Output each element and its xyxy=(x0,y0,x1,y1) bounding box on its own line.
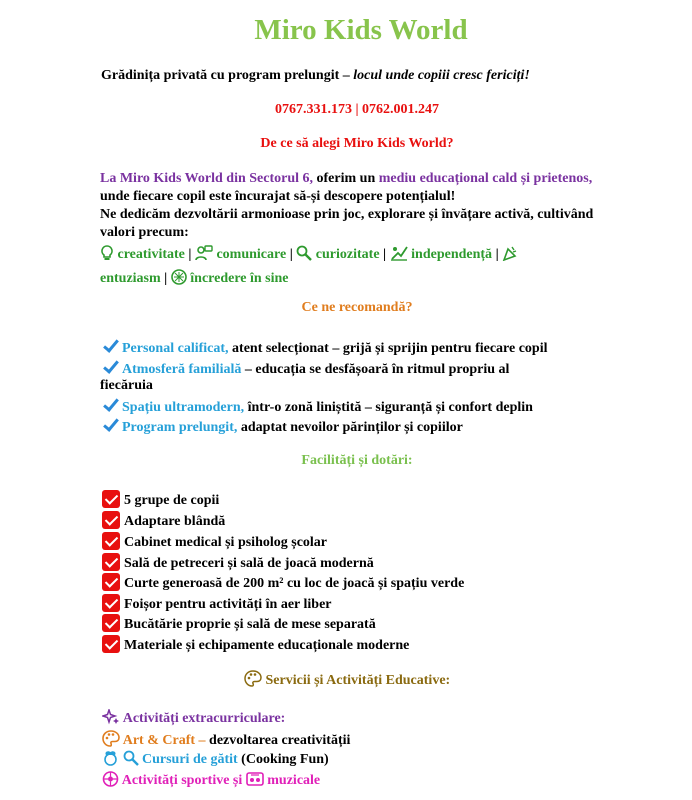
tagline xyxy=(101,68,530,84)
phone-numbers: 0767.331.173 | 0762.001.247 xyxy=(274,102,440,117)
value-sep: | xyxy=(188,247,192,262)
why-p1-purple2: mediu educațional cald și prietenos, xyxy=(378,171,593,186)
value-independenta: independență xyxy=(411,247,493,262)
facility-text: Bucătărie proprie și sală de mese separată xyxy=(124,617,376,632)
why-p1-purple: La Miro Kids World din Sectorul 6, xyxy=(100,171,314,186)
recommend-text: într-o zonă liniștită – siguranță și confort deplin xyxy=(247,400,533,415)
checkbox-icon xyxy=(102,614,120,632)
checkbox-icon xyxy=(102,511,120,529)
checkbox-icon xyxy=(102,573,120,591)
value-comunicare: comunicare xyxy=(216,247,287,262)
facility-text: Cabinet medical și psiholog școlar xyxy=(124,535,328,550)
value-entuziasm: entuziasm xyxy=(100,271,161,286)
why-paragraph xyxy=(100,170,600,242)
facility-text: Sală de petreceri și sală de joacă modernă xyxy=(124,556,374,571)
checkbox-icon xyxy=(102,553,120,571)
recommend-highlight: Program prelungit, xyxy=(122,420,238,435)
checkmark-icon xyxy=(102,339,118,353)
checkbox-icon xyxy=(102,635,120,653)
recommend-highlight: Personal calificat, xyxy=(122,341,229,356)
recommend-heading: Ce ne recomandă? xyxy=(301,300,413,315)
value-sep: | xyxy=(495,247,499,262)
checkbox-icon xyxy=(102,490,120,508)
recommend-text: adaptat nevoilor părinților și copiilor xyxy=(240,420,463,435)
facility-text: 5 grupe de copii xyxy=(124,493,220,508)
services-heading-text: Servicii și Activități Educative: xyxy=(265,673,451,688)
checkbox-icon xyxy=(102,594,120,612)
people-talk-icon xyxy=(195,245,213,268)
extracurricular-line xyxy=(102,709,285,730)
recommend-text: atent selecționat – grijă și sprijin pentru fiecare copil xyxy=(232,341,548,356)
music-icon xyxy=(246,771,264,792)
independence-icon xyxy=(390,245,408,268)
recommend-highlight: Spațiu ultramodern, xyxy=(122,400,245,415)
facility-item xyxy=(102,553,374,572)
services-heading xyxy=(244,670,450,692)
why-heading: De ce să alegi Miro Kids World? xyxy=(260,136,454,151)
why-p1-black: oferim un xyxy=(316,171,376,186)
recommend-text: – educația se desfășoară în ritmul propriu al xyxy=(244,362,510,377)
facility-item xyxy=(102,594,332,613)
cooking-line xyxy=(102,750,329,771)
palette-icon xyxy=(244,670,262,692)
confidence-icon xyxy=(171,269,187,292)
art-craft-line xyxy=(102,730,350,752)
magnifier-icon xyxy=(123,750,139,771)
value-sep: | xyxy=(164,271,168,286)
recommend-item xyxy=(102,339,548,357)
value-curiozitate: curiozitate xyxy=(315,247,380,262)
chef-icon xyxy=(102,750,119,771)
recommend-item xyxy=(102,398,533,416)
recommend-item xyxy=(102,360,509,378)
ball-icon xyxy=(102,771,119,792)
facility-text: Foișor pentru activități în aer liber xyxy=(124,597,332,612)
checkmark-icon xyxy=(102,360,118,374)
facility-item xyxy=(102,532,327,551)
party-icon xyxy=(502,245,518,268)
art-craft-label: Art & Craft – xyxy=(122,733,206,748)
checkbox-icon xyxy=(102,532,120,550)
value-sep: | xyxy=(289,247,293,262)
sport-music-line xyxy=(102,771,320,792)
art-craft-text: dezvoltarea creativității xyxy=(209,733,351,748)
value-incredere: încredere în sine xyxy=(190,271,289,286)
cooking-label: Cursuri de gătit xyxy=(142,752,238,767)
tagline-plain: Grădinița privată cu program prelungit – xyxy=(101,68,350,83)
magnifier-icon xyxy=(296,245,312,268)
sparkle-icon xyxy=(102,709,120,730)
facility-item xyxy=(102,635,409,654)
facility-text: Materiale și echipamente educaționale moderne xyxy=(124,638,410,653)
cooking-text: (Cooking Fun) xyxy=(241,752,329,767)
facility-item xyxy=(102,511,225,530)
facilities-heading: Facilități și dotări: xyxy=(301,453,413,468)
palette-icon xyxy=(102,730,120,752)
facility-item xyxy=(102,614,376,633)
tagline-italic: locul unde copiii cresc fericiți! xyxy=(353,68,530,83)
lightbulb-icon xyxy=(100,245,114,268)
facility-text: Adaptare blândă xyxy=(124,514,226,529)
value-sep: | xyxy=(383,247,387,262)
facility-text: Curte generoasă de 200 m² cu loc de joacă și spațiu verde xyxy=(124,576,465,591)
extracurricular-text: Activități extracurriculare: xyxy=(122,711,286,726)
facility-item xyxy=(102,490,219,509)
recommend-item-cont: fiecăruia xyxy=(100,378,153,393)
recommend-highlight: Atmosferă familială xyxy=(122,362,242,377)
sport-text: Activități sportive și xyxy=(121,773,243,788)
why-p2: Ne dedicăm dezvoltării armonioase prin joc, explorare și învățare activă, cultivând valori precum: xyxy=(100,207,594,240)
values-list xyxy=(100,244,600,292)
checkmark-icon xyxy=(102,398,118,412)
facility-item xyxy=(102,573,464,592)
why-p1-black2: unde fiecare copil este încurajat să-și descopere potențialul! xyxy=(100,189,456,204)
value-creativitate: creativitate xyxy=(117,247,185,262)
checkmark-icon xyxy=(102,418,118,432)
page-title: Miro Kids World xyxy=(254,14,468,46)
music-text: muzicale xyxy=(267,773,321,788)
recommend-item xyxy=(102,418,463,436)
